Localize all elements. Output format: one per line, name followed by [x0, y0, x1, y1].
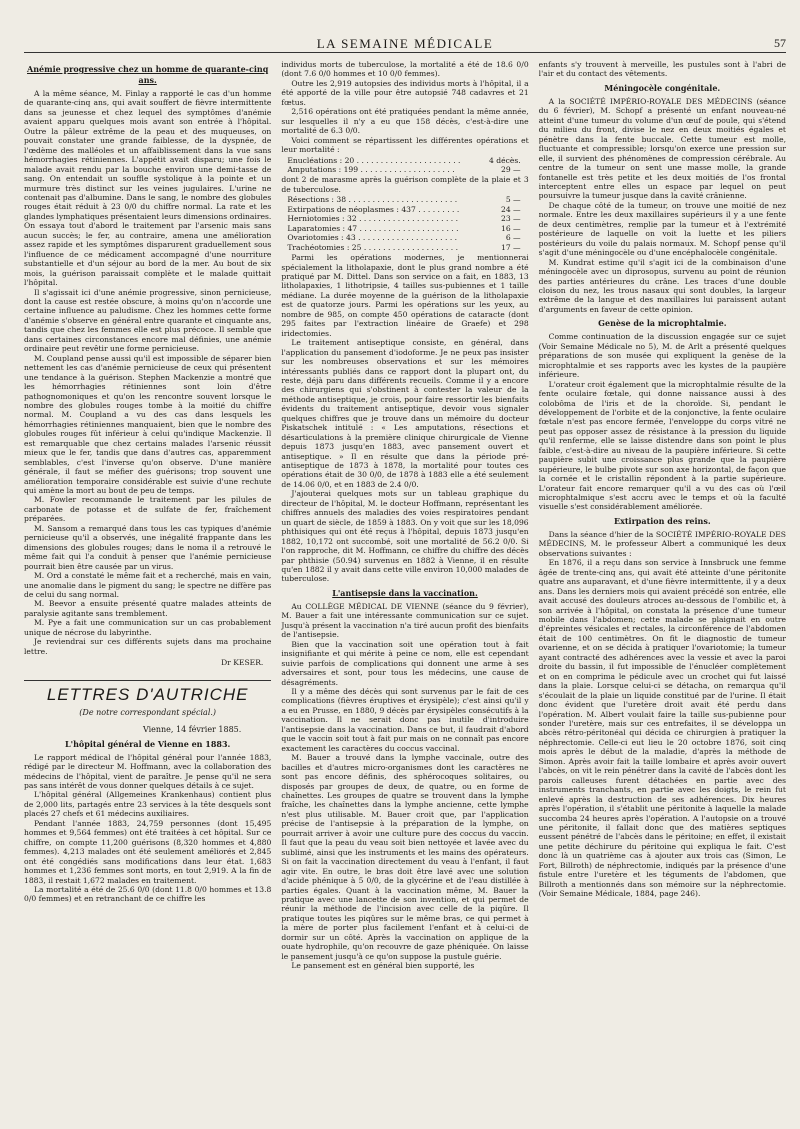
paragraph: De chaque côté de la tumeur, on trouve une moitié de nez normale. Entre les deux maxillaires supérieurs il y a une fente de deux centimètres, remplie par la tumeur et à l'extrémité postérieure de laquelle on voit la luette et les piliers postérieurs du voile du palais normaux. M. Schopf pense qu'il s'agit d'une méningocèle ou d'une encéphalocèle congénitale.: [538, 200, 786, 258]
paragraph: L'orateur croit également que la microphtalmie résulte de la fente oculaire fœtale, qui donne naissance aussi à des colobôma de l'iris et de la choroïde. Si, pendant le développement de l'orbite et de la conjonctive, la fente oculaire fœtale n'est pas encore fermée, l'enveloppe du corps vitré ne peut pas opposer assez de résistance à la pression du liquide qu'il renferme, elle se laisse distendre dans son point le plus faible, c'est-à-dire au niveau de la paupière inférieure. Si cette paupière subit une croissance plus grande que la paupière supérieure, le bulbe pivote sur son axe horizontal, de façon que la cornée et le cristallin répondent à la partie supérieure. L'orateur fait encore remarquer qu'il a vu des cas où l'œil microphtalmique s'est accru avec le temps et où la faculté visuelle s'est considérablement améliorée.: [538, 379, 786, 512]
section-title-antisepsie: L'antisepsie dans la vaccination.: [332, 587, 478, 598]
column-2: [281, 60, 528, 1119]
table-row: Laparatomies : 47 . . . . . . . . . . . . . . . . . . . . . 16 —: [287, 223, 521, 233]
page-number: 57: [774, 36, 786, 50]
column-3: [539, 60, 786, 1119]
paragraph: Je reviendrai sur ces différents sujets dans ma prochaine lettre.: [24, 637, 272, 656]
paragraph: Au COLLÈGE MÉDICAL DE VIENNE (séance du 9 février), M. Bauer a fait une intéressante communication sur ce sujet. Jusqu'à présent la vaccination n'a tiré aucun profit des bienfaits de l'antisepsie.: [281, 601, 529, 640]
operations-table-2: [281, 195, 528, 252]
paragraph: Dans la séance d'hier de la SOCIÉTÉ IMPÉRIO-ROYALE DES MÉDECINS, M. le professeur Albert a communiqué les deux observations suivantes :: [538, 529, 786, 558]
paragraph: individus morts de tuberculose, la mortalité a été de 18.6 0/0 (dont 7.6 0/0 hommes et 10 0/0 femmes).: [281, 60, 529, 79]
paragraph: enfants s'y trouvent à merveille, les pustules sont à l'abri de l'air et du contact des vêtements.: [538, 60, 786, 79]
table-row: Enucléations : 20 . . . . . . . . . . . . . . . . . . . . . . 4 décès.: [287, 155, 521, 165]
paragraph: Le pansement est en général bien supporté, les: [291, 961, 475, 971]
paragraph: M. Pye a fait une communication sur un cas probablement unique de nécrose du labyrinthe.: [24, 618, 272, 637]
section-title-microphtalmie: Genèse de la microphtalmie.: [598, 318, 727, 329]
table-row: Amputations : 199 . . . . . . . . . . . . . . . . . . . . 29 —: [287, 164, 521, 174]
paragraph: 2,516 opérations ont été pratiquées pendant la même année, sur lesquelles il n'y a eu que 158 décès, c'est-à-dire une mortalité de 6.3 0/0.: [281, 107, 529, 136]
paragraph: Parmi les opérations modernes, je mentionnerai spécialement la litholapaxie, dont le plus grand nombre a été pratiqué par M. Dittel. Dans son service on a fait, en 1883, 13 litholapaxies, 1 lithotripsie, 4 tailles sus-pubiennes et 1 taille médiane. La durée moyenne de la guérison de la litholapaxie est de quatorze jours. Parmi les opérations sur les yeux, au nombre de 985, on compte 450 opérations de cataracte (dont 295 faites par l'extraction linéaire de Graefe) et 298 iridectomies.: [281, 253, 529, 338]
lettres-subtitle: (De notre correspondant spécial.): [79, 707, 217, 717]
paragraph: Le rapport médical de l'hôpital général pour l'année 1883, rédigé par le directeur M. Hoffmann, avec la collaboration des médecins de l'hôpital, vient de paraître. Je pense qu'il ne sera pas sans intérêt de vous donner quelques détails à ce sujet.: [24, 752, 272, 790]
table-row: Herniotomies : 32 . . . . . . . . . . . . . . . . . . . . . 23 —: [287, 214, 521, 224]
section-title-reins: Extirpation des reins.: [613, 515, 711, 526]
paragraph: M. Coupland pense aussi qu'il est impossible de séparer bien nettement les cas d'anémie pernicieuse de ceux qui présentent une tendance à la guérison. Stephen Mackenzie a montré que les hémorrhagies rétiniennes sont loin d'être pathognomoniques et qu'on les rencontre souvent lorsque le nombre des globules rouges tombe à la moitié du chiffre normal. M. Coupland a vu des cas dans lesquels les hémorrhagies rétiniennes manquaient, bien que le nombre des globules rouges fût inférieur à celui qu'indique Mackenzie. Il est remarquable que chez certains malades l'arsenic réussit mieux que le fer, tandis que dans d'autres cas, apparemment semblables, c'est l'inverse qu'on observe. D'une manière générale, il faut se méfier des guérisons; trop souvent une amélioration temporaire considérable est suivie d'une rechute qui amène la mort au bout de peu de temps.: [24, 353, 272, 496]
paragraph: M. Kundrat estime qu'il s'agit ici de la combinaison d'une méningocèle avec un diprosopus, survenu au point de réunion des parties antérieures du crâne. Les traces d'une double cloison du nez, les trous nasaux qui sont doubles, la largeur extrême de la langue et des maxillaires lui paraissent autant d'arguments en faveur de cette opinion.: [538, 257, 786, 314]
section-title-hopital: L'hôpital général de Vienne en 1883.: [65, 738, 231, 749]
paragraph: A la SOCIÉTÉ IMPÉRIO-ROYALE DES MÉDECINS (séance du 6 février), M. Schopf a présenté un enfant nouveau-né atteint d'une tumeur du volume d'un œuf de poule, qui s'étend du milieu du front, divise le nez en deux moitiés égales et pénètre dans la fente buccale. Cette tumeur est molle, fluctuante et compressible; lorsqu'on exerce une pression sur elle, il survient des phénomènes de compression cérébrale. Au centre de la tumeur on sent une masse molle, la grande fontanelle est très petite et les deux moitiés de l'os frontal interceptent entre elles un espace par lequel on peut poursuivre la tumeur jusque dans la cavité crânienne.: [538, 96, 786, 201]
section-title-meningocele: Méningocèle congénitale.: [604, 82, 721, 93]
signature: Dr KESER.: [221, 658, 264, 668]
section-title-anemie: Anémie progressive chez un homme de quarante-cinq ans.: [27, 64, 269, 85]
paragraph: L'hôpital général (Allgemeines Krankenhaus) contient plus de 2,000 lits, partagés entre 23 services à la tête desquels sont placés 27 chefs et 61 médecins auxiliaires.: [24, 790, 272, 819]
lettres-title: LETTRES D'AUTRICHE: [24, 680, 271, 705]
column-1: [24, 60, 271, 1119]
page-header: [24, 36, 786, 53]
paragraph: M. Bauer a trouvé dans la lymphe vaccinale, outre des bacilles et d'autres micro-organismes dont les caractères ne sont pas encore définis, des sphérocoques solitaires, ou disposés par groupes de deux, de quatre, ou en forme de chaînettes. Les groupes de quatre se trouvent dans la lymphe fraîche, les chaînettes dans la lymphe ancienne, cette lymphe n'est plus utilisable. M. Bauer croit que, par l'application précise de l'antisepsie à la préparation de la lymphe, on pourrait arriver à avoir une culture pure des coccus du vaccin. Il faut que la peau du veau soit bien nettoyée et lavée avec du sublimé, ainsi que les instruments et les mains des opérateurs. Si on fait la vaccination directement du veau à l'enfant, il faut agir vite. En outre, le bras doit être lavé avec une solution d'acide phénique à 5 0/0, de la glycérine et de l'eau distillée à parties égales. Quant à la vaccination même, M. Bauer la pratique avec une lancette de son invention, et qui permet de réunir la méthode de l'incision avec celle de la piqûre. Il pratique toutes les piqûres sur le même bras, ce qui permet à la mère de porter plus facilement l'enfant et à celui-ci de dormir sur un côté. Après la vaccination on applique de la ouate hydrophile, qu'on recouvre de gaze phéniquée. On laisse le pansement jusqu'à ce qu'on suppose la pustule guérie.: [281, 753, 529, 961]
paragraph: Bien que la vaccination soit une opération tout à fait insignifiante et qui mérite à peine ce nom, elle est cependant suivie parfois de complications qui donnent une arme à ses adversaires et sont, pour tous les médecins, une cause de désagréments.: [281, 639, 529, 687]
paragraph: Voici comment se répartissent les différentes opérations et leur mortalité :: [281, 135, 529, 155]
paragraph: La mortalité a été de 25.6 0/0 (dont 11.8 0/0 hommes et 13.8 0/0 femmes) et en retranchant de ce chiffre les: [24, 884, 272, 904]
paragraph: M. Fowler recommande le traitement par les pilules de carbonate de potasse et de sulfate de fer, fraîchement préparées.: [24, 495, 272, 524]
dateline: Vienne, 14 février 1885.: [142, 724, 242, 734]
paragraph: Le traitement antiseptique consiste, en général, dans l'application du pansement d'iodoforme. Je ne peux pas insister sur les nombreuses observations et sur les mémoires intéressants publiés dans ce rapport dont la plupart ont, du reste, déjà paru dans différents recueils. Comme il y a encore des chirurgiens qui s'obstinent à contester la valeur de la méthode antiseptique, je crois, pour faire ressortir les bienfaits évidents du traitement antiseptique, devoir vous signaler quelques chiffres que je trouve dans un mémoire du docteur Piskatschek intitulé : « Les amputations, résections et désarticulations à la première clinique chirurgicale de Vienne depuis 1873 jusqu'en 1883, avec pansement ouvert et antiseptique. » Il en résulte que dans la période pré-antiseptique de 1873 à 1878, la mortalité pour toutes ces opérations était de 30 0/0, de 1878 à 1883 elle a été seulement de 14.06 0/0, et en 1883 de 2.4 0/0.: [281, 338, 529, 489]
table-row: Résections : 38 . . . . . . . . . . . . . . . . . . . . . . . 5 —: [287, 195, 521, 205]
paragraph: M. Sansom a remarqué dans tous les cas typiques d'anémie pernicieuse qu'il a observés, une inégalité frappante dans les dimensions des globules rouges; dans le noma il a retrouvé le même fait qui l'a conduit à penser que l'anémie pernicieuse pourrait bien être causée par un virus.: [24, 523, 272, 571]
paragraph: Il y a même des décès qui sont survenus par le fait de ces complications (fièvres éruptives et érysipèle); c'est ainsi qu'il y a eu en Prusse, en 1880, 9 décès par érysipèles consécutifs à la vaccination. Il ne serait donc pas inutile d'introduire l'antisepsie dans la vaccination. Dans ce but, il faudrait d'abord que le vaccin soit tout à fait pur mais on ne connaît pas encore exactement les caractères du coccus vaccinal.: [281, 687, 529, 753]
journal-title: LA SEMAINE MÉDICALE: [316, 36, 494, 51]
paragraph: A la même séance, M. Finlay a rapporté le cas d'un homme de quarante-cinq ans, qui avait souffert de fièvre intermittente dans sa jeunesse et chez lequel des symptômes d'anémie avaient apparu quelques mois avant son entrée à l'hôpital. Outre la pâleur extrême de la peau et des muqueuses, on pouvait constater une grande faiblesse, de la dyspnée, de l'œdème des malléoles et un affaiblissement dans la vue sans hémorrhagies rétiniennes. L'appétit avait disparu; une fois le malade avait rendu par la bouche environ une demi-tasse de sang. On entendait un souffle systolique à la pointe et un murmure très distinct sur les veines jugulaires. L'urine ne contenait pas d'albumine. Dans le sang, le nombre des globules rouges était réduit à 23 0/0 du chiffre normal. La rate et les glandes lymphatiques présentaient leurs dimensions ordinaires. On essaya tout d'abord le traitement par l'arsenic mais sans aucun succès; le fer, au contraire, amena une amélioration assez rapide et les symptômes disparurent graduellement sous l'influence de ce médicament accompagné d'une nourriture substantielle et d'un séjour au bord de la mer. Au bout de six mois, la guérison paraissait complète et le malade quittait l'hôpital.: [24, 89, 272, 288]
paragraph: M. Ord a constaté le même fait et a recherché, mais en vain, une anomalie dans le pigment du sang; le spectre ne diffère pas de celui du sang normal.: [24, 571, 272, 600]
paragraph: dont 2 de marasme après la guérison complète de la plaie et 3 de tuberculose.: [281, 175, 529, 194]
paragraph: M. Beevor a ensuite présenté quatre malades atteints de paralysie agitante sans tremblement.: [24, 599, 272, 618]
paragraph: Comme continuation de la discussion engagée sur ce sujet (Voir Semaine Médicale no 5), M. de Arlt a présenté quelques préparations de son musée qui expliquent la genèse de la microphtalmie et ses rapports avec les kystes de la paupière inférieure.: [538, 332, 786, 380]
table-row: Ovariotomies : 43 . . . . . . . . . . . . . . . . . . . . . 6 —: [287, 233, 521, 243]
paragraph: Il s'agissait ici d'une anémie progressive, sinon pernicieuse, dont la cause est restée obscure, à moins qu'on n'accorde une certaine influence au paludisme. Chez les hommes cette forme d'anémie s'observe en général entre quarante et cinquante ans, tandis que chez les femmes elle est plus précoce. Il semble que dans certaines circonstances encore mal définies, une anémie ordinaire peut revêtir une forme pernicieuse.: [24, 287, 272, 354]
table-row: Trachéotomies : 25 . . . . . . . . . . . . . . . . . . . . 17 —: [287, 242, 521, 252]
paragraph: J'ajouterai quelques mots sur un tableau graphique du directeur de l'hôpital, M. le docteur Hoffmann, représentant les chiffres annuels des maladies des voies respiratoires pendant un quart de siècle, de 1859 à 1883. On y voit que sur les 18,096 phthisiques qui ont été reçus à l'hôpital, depuis 1873 jusqu'en 1882, 10,172 ont succombé, soit une mortalité de 56.2 0/0. Si l'on rapproche, dit M. Hoffmann, ce chiffre du chiffre des décès par phthisie (50.94) survenus en 1882 à Vienne, il en résulte qu'en 1882 il y avait dans cette ville environ 10,000 malades de tuberculose.: [281, 489, 529, 584]
operations-table-1: [281, 156, 528, 175]
columns: [24, 60, 786, 1119]
paragraph: En 1876, il a reçu dans son service à Innsbruck une femme âgée de trente-cinq ans, qui avait été atteinte d'une péritonite quatre ans auparavant, et d'une fièvre intermittente, il y a deux ans. Dans les derniers mois qui avaient précédé son entrée, elle avait accusé des douleurs atroces au-dessous de l'ombilic et, à son arrivée à l'hôpital, on constata la présence d'une tumeur mobile dans l'abdomen; cette malade se plaignait en outre d'épreintes vésicales et rectales, la circonférence de l'abdomen était de 100 centimètres. On fit le diagnostic de tumeur ovarienne, et on se décida à pratiquer l'ovariotomie; la tumeur ayant contracté des adhérences avec la vessie et avec la paroi droite du bassin, il fut impossible de l'énucléer complètement et on en comprima le pédicule avec un crochet qui fut laissé dans la plaie. Lorsque celui-ci se détacha, on remarqua qu'il s'écoulait de la plaie un liquide constitué par de l'urine. Il était donc évident que l'uretère droit avait été perdu dans l'opération. M. Albert voulait faire la taille sus-pubienne pour sonder l'uretère, mais sur ces entrefaites, il se développa un abcès rétro-péritonéal qui décida ce chirurgien à pratiquer la néphrectomie. Celle-ci eut lieu le 20 octobre 1876, soit cinq mois après le début de la maladie, d'après la méthode de Simon. Après avoir fait la taille lombaire et après avoir ouvert l'abcès, on vit le rein pénétrer dans la cavité de l'abcès dont les parois calleuses furent détachées en partie avec des instruments tranchants, en partie avec les doigts, le rein fut enlevé après la destruction de ses adhérences. Dix heures après l'opération, il s'établit une péritonite à laquelle la malade succomba 24 heures après l'opération. A l'autopsie on a trouvé une péritonite, il fallait donc que des matières septiques eussent pénétré de l'abcès dans le péritoine; en effet, il existait une petite déchirure du péritoine qui expliqua le fait. C'est donc là un quatrième cas à ajouter aux trois cas (Simon, Le Fort, Billroth) de néphrectomie, indiqués par la présence d'une fistule entre l'uretère et les téguments de l'abdomen, que Billroth a mentionnés dans son mémoire sur la néphrectomie. (Voir Semaine Médicale, 1884, page 246).: [538, 558, 786, 899]
paragraph: Pendant l'année 1883, 24,759 personnes (dont 15,495 hommes et 9,564 femmes) ont été traitées à cet hôpital. Sur ce chiffre, on compte 11,200 guérisons (8,320 hommes et 4,880 femmes). 4,213 malades ont été seulement améliorés et 2,845 ont été congédiés sans modifications dans leur état. 1,683 hommes et 1,236 femmes sont morts, en tout 2,919. A la fin de 1883, il restait 1,672 malades en traitement.: [24, 818, 272, 885]
table-row: Extirpations de néoplasmes : 437 . . . . . . . . . 24 —: [287, 204, 521, 214]
paragraph: Outre les 2,919 autopsies des individus morts à l'hôpital, il a été apporté de la ville pour être autopsié 748 cadavres et 21 fœtus.: [281, 78, 529, 107]
